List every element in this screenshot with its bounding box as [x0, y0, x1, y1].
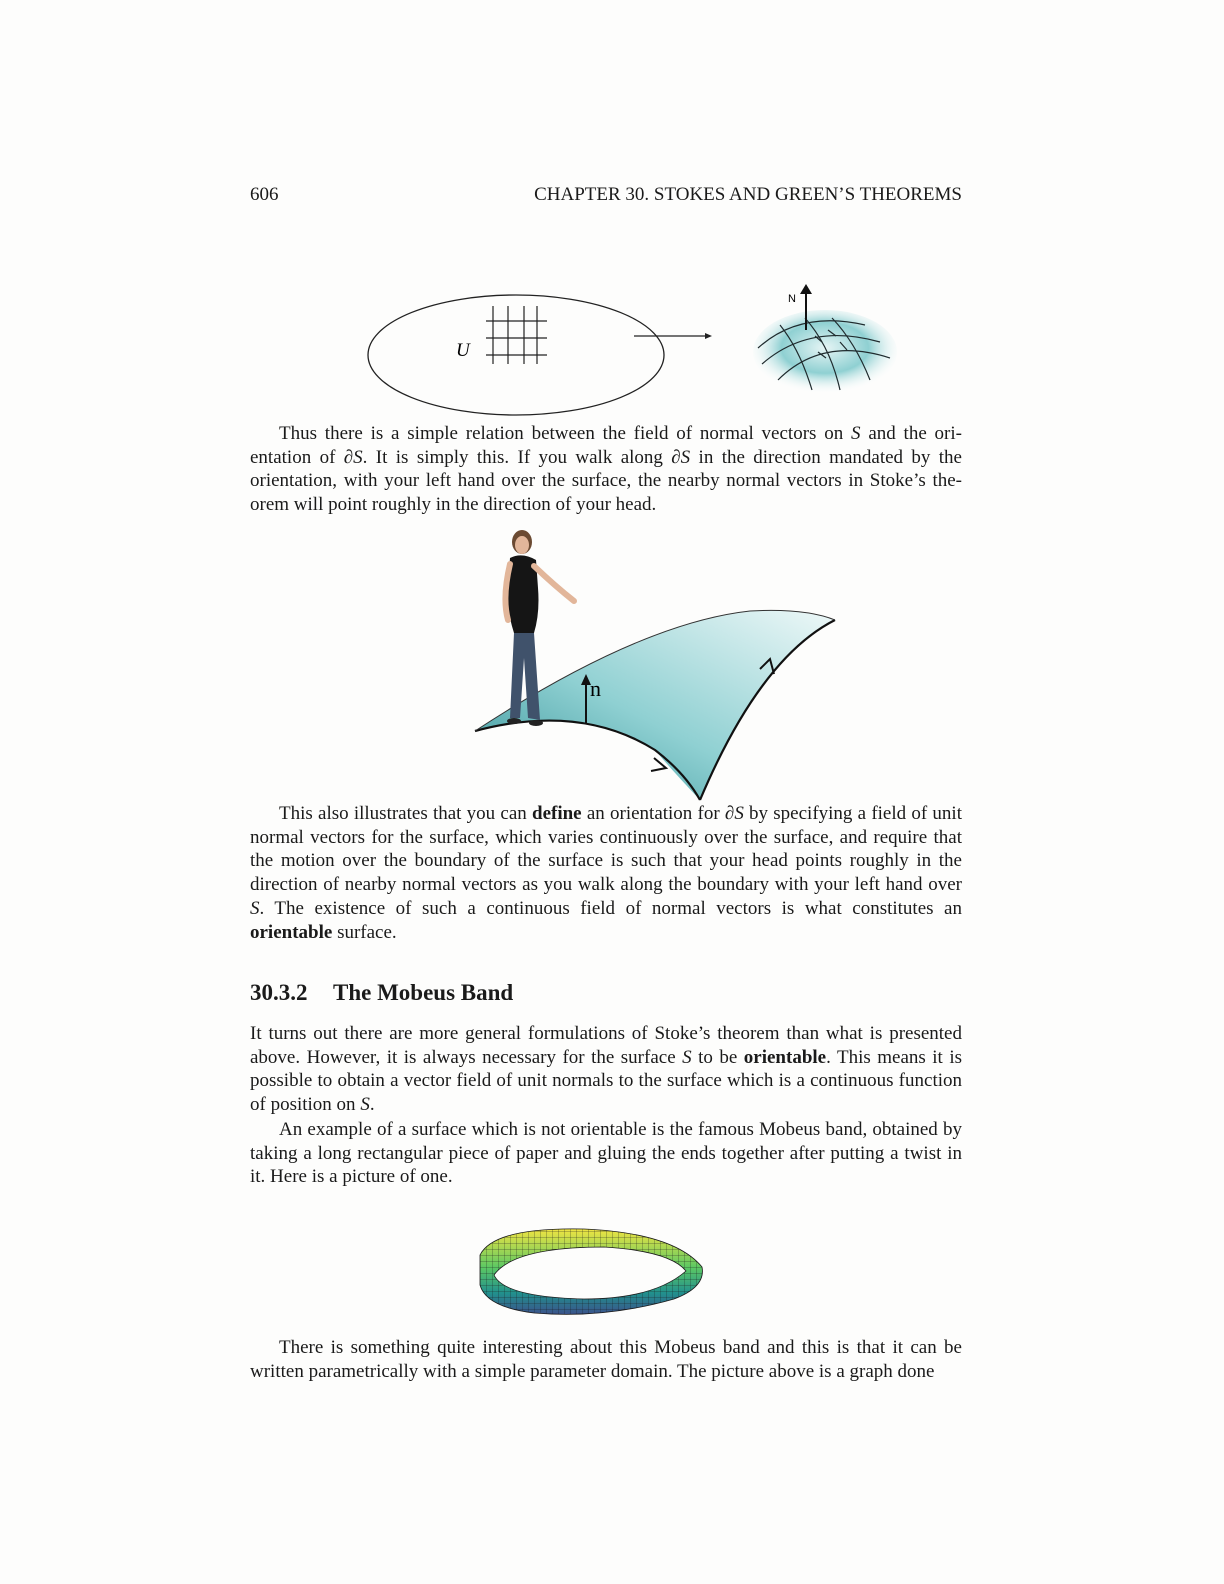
domain-grid	[486, 306, 547, 364]
section-title: The Mobeus Band	[333, 980, 514, 1005]
bold-term-define: define	[532, 803, 582, 824]
text-run: by specifying a field of unit normal vectors for the surface, which varies continuously over the surface, and require that the motion over the boundary of the surface is such that your head points roughly in the direction of nearby normal vectors as you walk along the boundary with your left hand over	[250, 803, 962, 896]
math-s: S	[851, 423, 861, 444]
math-s: S	[250, 897, 260, 919]
normal-label-N: N	[788, 293, 796, 305]
text-run: Thus there is a simple relation between the field of normal vectors on	[279, 423, 852, 444]
text-run: .	[369, 1094, 375, 1116]
text-run: . This means it is possible to obtain a vector field of unit normals to the surface which is a continuous function of position on	[250, 1046, 962, 1116]
text-run: surface.	[332, 921, 397, 943]
mapping-arrow	[634, 333, 712, 339]
mobius-band-mesh	[480, 1229, 702, 1315]
text-run: to be	[691, 1046, 744, 1068]
math-s: S	[682, 1046, 692, 1068]
text-run: . The existence of such a continuous field of normal vectors is what constitutes an	[259, 897, 962, 919]
section-heading	[250, 980, 513, 1006]
running-head	[250, 184, 962, 206]
bold-term-orientable: orientable	[250, 921, 333, 943]
text-run: It turns out there are more general formulations of Stoke’s theorem than what is presented above. However, it is always necessary for the surface	[250, 1023, 962, 1068]
bold-term-orientable: orientable	[743, 1046, 827, 1068]
chapter-title: CHAPTER 30. STOKES AND GREEN’S THEOREMS	[534, 184, 962, 205]
page-number: 606	[250, 184, 279, 205]
text-run: and the ori-entation of ∂	[250, 423, 962, 468]
text-run: This also illustrates that you can	[279, 803, 532, 824]
figure-person-on-surface	[470, 528, 840, 803]
math-s: S	[360, 1094, 370, 1116]
dome-surface	[753, 310, 897, 394]
math-s: S	[734, 803, 744, 824]
figure-domain-to-surface	[360, 280, 920, 425]
paragraph-define-orientation	[250, 802, 962, 944]
normal-label-n: n	[590, 676, 601, 701]
paragraph-orientation-relation	[250, 422, 962, 517]
paragraph-orientable-requirement	[250, 1022, 962, 1117]
figure-mobius-band	[474, 1225, 710, 1320]
text-run: . It is simply this. If you walk along ∂	[362, 446, 681, 468]
text-run: an orientation for ∂	[581, 803, 735, 824]
math-s: S	[353, 446, 363, 468]
math-s: S	[680, 446, 691, 468]
section-number: 30.3.2	[250, 980, 308, 1005]
paragraph-mobeus-example: An example of a surface which is not orientable is the famous Mobeus band, obtained by taking a long rectangular piece of paper and gluing the ends together after putting a twist in it. Here is a picture of one.	[250, 1119, 962, 1188]
paragraph-mobeus-parametric: There is something quite interesting about this Mobeus band and this is that it can be written parametrically with a simple parameter domain. The picture above is a graph done	[250, 1337, 962, 1382]
domain-label: U	[456, 340, 470, 361]
text-run: in the direction mandated by the orientation, with your left hand over the surface, the nearby normal vectors in Stoke’s the-orem will point roughly in the direction of your head.	[250, 446, 962, 516]
